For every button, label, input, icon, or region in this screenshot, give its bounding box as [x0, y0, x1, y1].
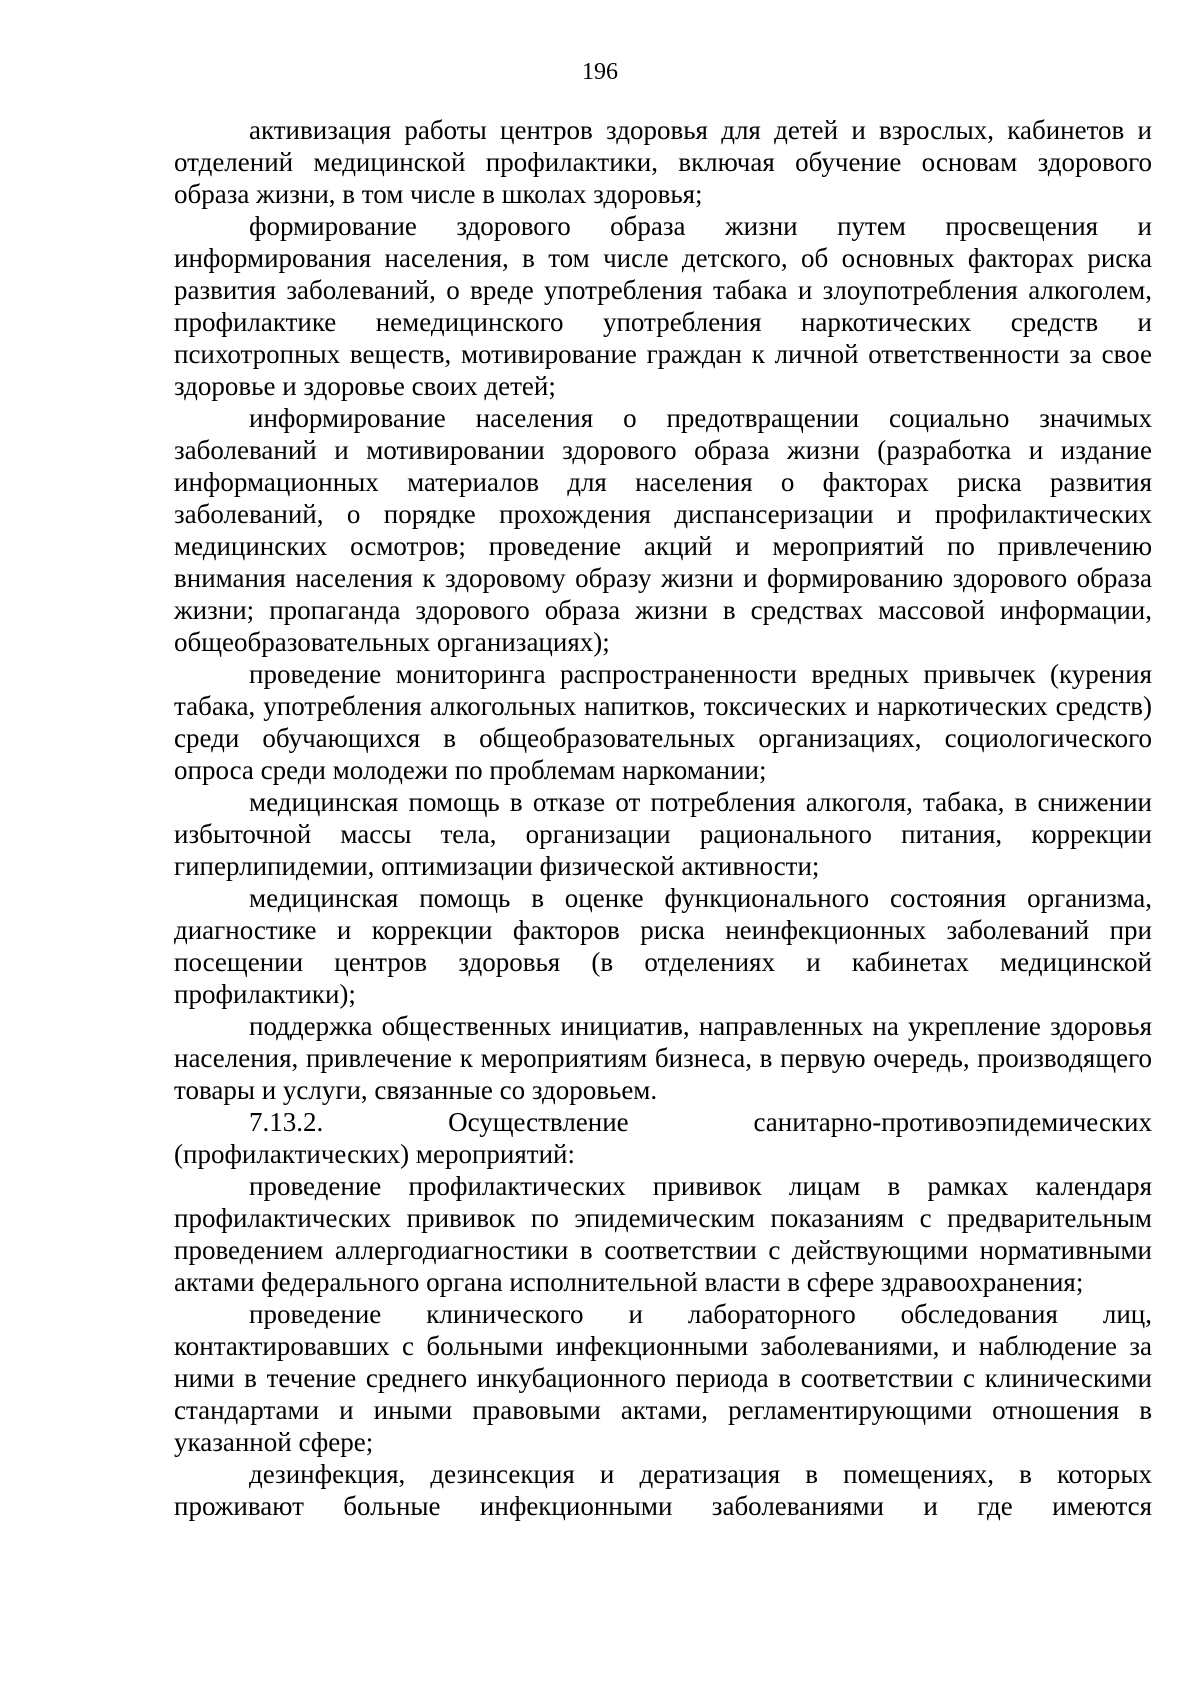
- paragraph: формирование здорового образа жизни путем просвещения и информирования населения, в том числе детского, об основных факторах риска развития заболеваний, о вреде употребления табака и злоупотребления алкоголем, профилактике немедицинского употребления наркотических средств и психотропных веществ, мотивирование граждан к личной ответственности за свое здоровье и здоровье своих детей;: [174, 211, 1152, 401]
- paragraph: медицинская помощь в оценке функционального состояния организма, диагностике и коррекции факторов риска неинфекционных заболеваний при посещении центров здоровья (в отделениях и кабинетах медицинской профилактики);: [174, 883, 1152, 1009]
- paragraph: проведение мониторинга распространенности вредных привычек (курения табака, употребления алкогольных напитков, токсических и наркотических средств) среди обучающихся в общеобразовательных организациях, социологического опроса среди молодежи по проблемам наркомании;: [174, 659, 1152, 785]
- document-body: [174, 114, 1152, 1522]
- paragraph: проведение клинического и лабораторного обследования лиц, контактировавших с больными инфекционными заболеваниями, и наблюдение за ними в течение среднего инкубационного периода в соответствии с клиническими стандартами и иными правовыми актами, регламентирующими отношения в указанной сфере;: [174, 1299, 1152, 1457]
- paragraph: информирование населения о предотвращении социально значимых заболеваний и мотивировании здорового образа жизни (разработка и издание информационных материалов для населения о факторах риска развития заболеваний, о порядке прохождения диспансеризации и профилактических медицинских осмотров; проведение акций и мероприятий по привлечению внимания населения к здоровому образу жизни и формированию здорового образа жизни; пропаганда здорового образа жизни в средствах массовой информации, общеобразовательных организациях);: [174, 403, 1152, 657]
- paragraph: проведение профилактических прививок лицам в рамках календаря профилактических прививок по эпидемическим показаниям с предварительным проведением аллергодиагностики в соответствии с действующими нормативными актами федерального органа исполнительной власти в сфере здравоохранения;: [174, 1171, 1152, 1297]
- paragraph: дезинфекция, дезинсекция и дератизация в помещениях, в которых проживают больные инфекционными заболеваниями и где имеются: [174, 1459, 1152, 1521]
- paragraph: активизация работы центров здоровья для детей и взрослых, кабинетов и отделений медицинской профилактики, включая обучение основам здорового образа жизни, в том числе в школах здоровья;: [174, 115, 1152, 209]
- paragraph: поддержка общественных инициатив, направленных на укрепление здоровья населения, привлечение к мероприятиям бизнеса, в первую очередь, производящего товары и услуги, связанные со здоровьем.: [174, 1011, 1152, 1105]
- section-paragraph: 7.13.2. Осуществление санитарно-противоэпидемических (профилактических) мероприятий:: [174, 1107, 1152, 1169]
- page-number: 196: [582, 59, 618, 85]
- paragraph: медицинская помощь в отказе от потребления алкоголя, табака, в снижении избыточной массы тела, организации рационального питания, коррекции гиперлипидемии, оптимизации физической активности;: [174, 787, 1152, 881]
